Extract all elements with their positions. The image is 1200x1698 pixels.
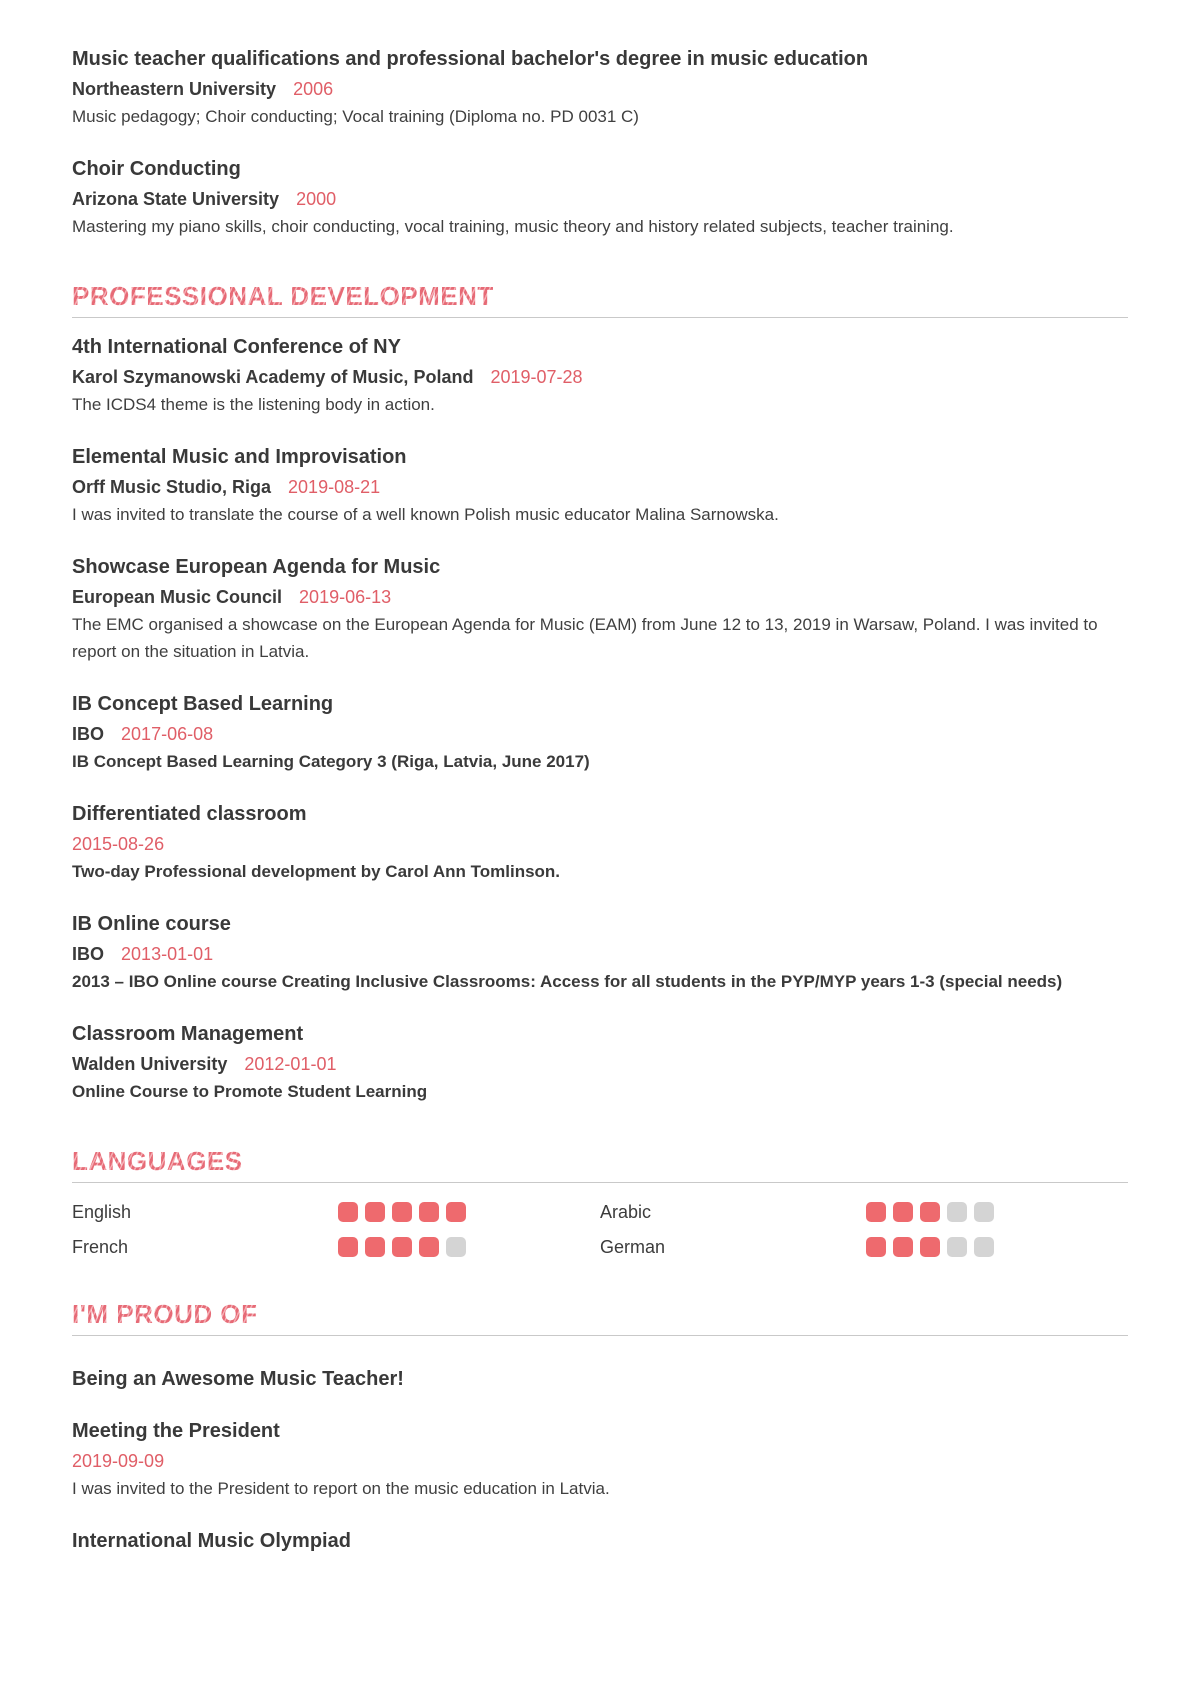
language-label: French	[72, 1236, 129, 1257]
pd-entry	[72, 334, 1128, 418]
level-dot	[338, 1202, 358, 1222]
language-label: Arabic	[600, 1201, 652, 1222]
level-dot	[893, 1202, 913, 1222]
entry-date: 2013-01-01	[121, 944, 214, 964]
section-heading	[72, 1145, 1128, 1178]
entry-date: 2019-07-28	[490, 367, 583, 387]
level-dot	[365, 1237, 385, 1257]
proud-entry	[72, 1366, 1128, 1392]
level-dot	[974, 1202, 994, 1222]
entry-title: Meeting the President	[72, 1420, 280, 1442]
entry-meta	[72, 1449, 1128, 1473]
language-label: German	[600, 1236, 666, 1257]
entry-description: Two-day Professional development by Carol Ann Tomlinson.	[72, 862, 561, 881]
section-divider	[72, 1182, 1128, 1183]
proud-entry	[72, 1528, 1128, 1554]
level-dot	[419, 1237, 439, 1257]
languages-section	[72, 1145, 1128, 1258]
entry-description: I was invited to the President to report on the music education in Latvia.	[72, 1479, 610, 1498]
professional-development-section	[72, 280, 1128, 1105]
entry-title: Elemental Music and Improvisation	[72, 446, 407, 468]
entry-organization: IBO	[72, 944, 105, 964]
entry-title: Music teacher qualifications and professional bachelor's degree in music education	[72, 48, 869, 70]
entry-title: Showcase European Agenda for Music	[72, 556, 441, 578]
section-heading	[72, 1298, 1128, 1331]
level-dot	[338, 1237, 358, 1257]
level-dot	[974, 1237, 994, 1257]
entry-organization: Walden University	[72, 1054, 228, 1074]
proud-of-section	[72, 1298, 1128, 1554]
language-row	[600, 1236, 1128, 1258]
level-dot	[893, 1237, 913, 1257]
entry-organization: Orff Music Studio, Riga	[72, 477, 272, 497]
language-label: English	[72, 1201, 132, 1222]
entry-title: IB Concept Based Learning	[72, 693, 334, 715]
entry-date: 2019-09-09	[72, 1451, 165, 1471]
entry-meta	[72, 475, 1128, 499]
entry-meta	[72, 77, 1128, 101]
entry-date: 2019-08-21	[288, 477, 381, 497]
entry-date: 2012-01-01	[244, 1054, 337, 1074]
section-divider	[72, 1335, 1128, 1336]
section-heading-text: LANGUAGES	[72, 1146, 243, 1176]
entry-date: 2017-06-08	[121, 724, 214, 744]
education-section	[72, 46, 1128, 240]
section-heading-text: PROFESSIONAL DEVELOPMENT	[72, 281, 494, 311]
pd-entry	[72, 911, 1128, 995]
language-level-indicator	[866, 1237, 1001, 1257]
pd-entry	[72, 1021, 1128, 1105]
entry-meta	[72, 722, 1128, 746]
language-row	[600, 1201, 1128, 1223]
level-dot	[920, 1202, 940, 1222]
entry-organization: European Music Council	[72, 587, 283, 607]
entry-meta	[72, 942, 1128, 966]
section-divider	[72, 317, 1128, 318]
entry-description: The EMC organised a showcase on the European Agenda for Music (EAM) from June 12 to 13, 2019 in Warsaw, Poland. I was invited to report on the situation in Latvia.	[72, 615, 1098, 661]
level-dot	[419, 1202, 439, 1222]
entry-title: International Music Olympiad	[72, 1530, 351, 1552]
entry-description: I was invited to translate the course of a well known Polish music educator Malina Sarnowska.	[72, 505, 779, 524]
entry-meta	[72, 1052, 1128, 1076]
language-row	[72, 1236, 600, 1258]
pd-entry	[72, 691, 1128, 775]
entry-title: Classroom Management	[72, 1023, 304, 1045]
entry-organization: Northeastern University	[72, 79, 277, 99]
section-heading-text: I'M PROUD OF	[72, 1299, 258, 1329]
entry-description: Mastering my piano skills, choir conducting, vocal training, music theory and history related subjects, teacher training.	[72, 217, 954, 236]
entry-date: 2019-06-13	[299, 587, 392, 607]
level-dot	[446, 1202, 466, 1222]
entry-title: 4th International Conference of NY	[72, 336, 401, 358]
level-dot	[866, 1202, 886, 1222]
proud-entry	[72, 1418, 1128, 1502]
entry-title: Being an Awesome Music Teacher!	[72, 1368, 404, 1390]
level-dot	[392, 1202, 412, 1222]
language-level-indicator	[338, 1237, 473, 1257]
entry-title: Choir Conducting	[72, 158, 241, 180]
languages-grid	[72, 1201, 1128, 1258]
language-level-indicator	[338, 1202, 473, 1222]
entry-organization: IBO	[72, 724, 105, 744]
entry-description: 2013 – IBO Online course Creating Inclusive Classrooms: Access for all students in the PYP/MYP years 1-3 (special needs)	[72, 972, 1063, 991]
entry-description: Music pedagogy; Choir conducting; Vocal training (Diploma no. PD 0031 C)	[72, 107, 639, 126]
level-dot	[920, 1237, 940, 1257]
level-dot	[446, 1237, 466, 1257]
entry-meta	[72, 585, 1128, 609]
pd-entry	[72, 444, 1128, 528]
entry-description: IB Concept Based Learning Category 3 (Riga, Latvia, June 2017)	[72, 752, 590, 771]
entry-title: Differentiated classroom	[72, 803, 307, 825]
entry-meta	[72, 365, 1128, 389]
entry-description: Online Course to Promote Student Learning	[72, 1082, 428, 1101]
language-row	[72, 1201, 600, 1223]
entry-date: 2006	[293, 79, 334, 99]
entry-meta	[72, 187, 1128, 211]
level-dot	[365, 1202, 385, 1222]
language-level-indicator	[866, 1202, 1001, 1222]
education-entry	[72, 46, 1128, 130]
entry-organization: Arizona State University	[72, 189, 280, 209]
entry-date: 2000	[296, 189, 337, 209]
level-dot	[866, 1237, 886, 1257]
education-entry	[72, 156, 1128, 240]
entry-date: 2015-08-26	[72, 834, 165, 854]
section-heading	[72, 280, 1128, 313]
entry-organization: Karol Szymanowski Academy of Music, Poland	[72, 367, 474, 387]
level-dot	[947, 1237, 967, 1257]
level-dot	[392, 1237, 412, 1257]
level-dot	[947, 1202, 967, 1222]
entry-title: IB Online course	[72, 913, 231, 935]
entry-meta	[72, 832, 1128, 856]
entry-description: The ICDS4 theme is the listening body in action.	[72, 395, 435, 414]
pd-entry	[72, 801, 1128, 885]
pd-entry	[72, 554, 1128, 665]
